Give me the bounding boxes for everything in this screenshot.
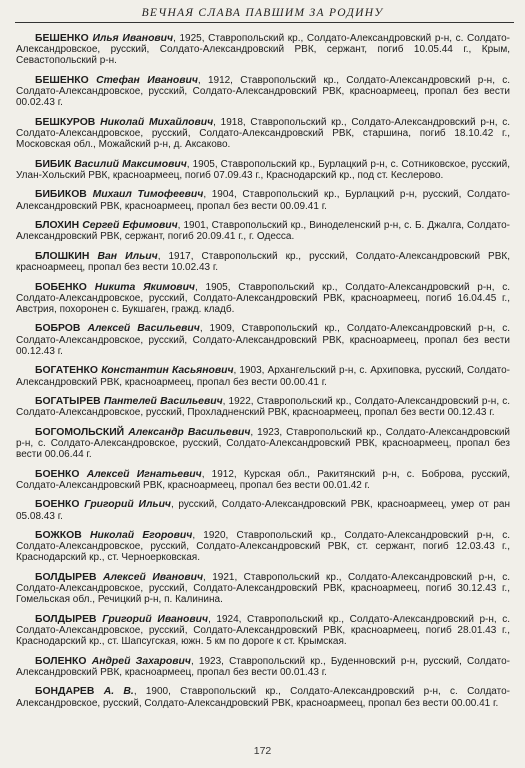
entry-surname: БЕШЕНКО [35,33,89,44]
list-item [16,614,510,648]
entry-surname: БОЖКОВ [35,530,82,542]
entry-surname: БОБРОВ [35,323,81,335]
list-item [16,75,510,109]
entry-surname: БИБИК [35,158,72,170]
entry-details: , 1920, Ставропольский кр., Солдато-Александровский р-н, с. Солдато-Александровское, русский, Солдато-Александровский РВК, ст. сержант, погиб 12.03.43 г., Краснодарский кр., ст. Черноерковская. [16,530,511,564]
entry-given-name: Григорий Иванович [102,613,209,625]
entry-surname: БОГОМОЛЬСКИЙ [35,426,125,438]
entry-given-name: Константин Касьянович [101,365,234,377]
entry-name [35,251,158,262]
entry-given-name: Николай Егорович [90,530,193,542]
list-item [16,251,510,273]
entry-given-name: Андрей Захарович [91,655,191,667]
entry-name [35,159,187,170]
entry-given-name: Александр Васильевич [128,426,251,438]
list-item [16,189,510,211]
entry-details: , 1912, Ставропольский кр., Солдато-Александровский р-н, с. Солдато-Александровское, русский, Солдато-Александровский РВК, красноармеец, пропал без вести 00.02.43 г. [16,74,511,109]
entry-name [35,365,234,376]
entry-given-name: Василий Максимович [74,158,187,170]
list-item [16,656,510,678]
entry-given-name: Никита Якимович [94,281,195,293]
entry-name [35,189,203,200]
header-rule [15,22,514,23]
entry-name [35,686,134,697]
entry-details: , 1900, Ставропольский кр., Солдато-Александровский р-н, с. Солдато-Александровское, русский, Солдато-Александровский РВК, красноармеец, пропал без вести 00.00.41 г. [16,686,511,709]
entry-surname: БОЕНКО [35,499,80,511]
list-item [16,365,510,387]
entry-details: , 1918, Ставропольский кр., Солдато-Александровский р-н, с. Солдато-Александровское, русский, Солдато-Александровский РВК, старшина, погиб 18.10.42 г., Московская обл., Можайский р-н, д. Аксаково. [16,116,511,151]
entry-surname: БИБИКОВ [35,189,87,201]
list-item [16,530,510,564]
entry-surname: БОБЕНКО [35,281,87,293]
entry-details: , 1901, Ставропольский кр., Виноделенский р-н, с. Б. Джалга, Солдато-Александровский РВК, сержант, погиб 20.09.41 г., г. Одесса. [16,220,510,243]
entry-list [16,33,510,717]
entry-surname: БЛОХИН [35,220,80,232]
entry-details: , 1924, Ставропольский кр., Солдато-Александровский р-н, с. Солдато-Александровское, русский, Солдато-Александровский РВК, красноармеец, погиб 28.01.43 г., Краснодарский кр., ст. Шапсугская, южн. 5 км по дороге к ст. Крымская. [16,613,510,648]
entry-name [35,75,198,86]
entry-name [35,396,223,407]
entry-given-name: А. В. [103,686,134,698]
list-item [16,469,510,491]
list-item [16,499,510,521]
entry-name [35,33,173,44]
entry-surname: БОЛДЫРЕВ [35,613,97,625]
entry-name [35,117,213,128]
entry-given-name: Пантелей Васильевич [103,396,223,408]
entry-name [35,427,250,438]
entry-details: , 1912, Курская обл., Ракитянский р-н, с. Боброва, русский, Солдато-Александровский РВК, красноармеец, пропал без вести 00.01.42 г. [16,468,510,491]
entry-details: , 1903, Архангельский р-н, с. Архиповка, русский, Солдато-Александровский РВК, красноармеец, пропал без вести 00.00.41 г. [16,365,510,388]
entry-details: , 1922, Ставропольский кр., Солдато-Александровский р-н, с. Солдато-Александровское, русский, Прохладненский РВК, красноармеец, пропал без вести 00.12.43 г. [16,396,510,419]
entry-details: , 1925, Ставропольский кр., Солдато-Александровский р-н, с. Солдато-Александровское, русский, Солдато-Александровский РВК, сержант, погиб 10.05.44 г., Крым, Севастопольский р-н. [16,33,510,67]
entry-name [35,469,202,480]
entry-surname: БОЛЕНКО [35,655,87,667]
list-item [16,572,510,606]
entry-name [35,499,171,510]
running-header: ВЕЧНАЯ СЛАВА ПАВШИМ ЗА РОДИНУ [141,7,384,19]
entry-details: , 1905, Ставропольский кр., Солдато-Александровский р-н, с. Солдато-Александровское, русский, Солдато-Александровский РВК, красноармеец, погиб 16.04.45 г., Австрия, похоронен с. Букшаген, гражд. кладб. [16,281,510,315]
entry-surname: БОГАТЫРЕВ [35,396,101,408]
entry-given-name: Алексей Игнатьевич [86,468,202,480]
entry-given-name: Николай Михайлович [100,116,214,128]
entry-name [35,572,203,583]
list-item [16,117,510,151]
entry-details: , 1923, Ставропольский кр., Солдато-Александровский р-н, с. Солдато-Александровское, русский, Солдато-Александровский РВК, красноармеец, пропал без вести 00.06.44 г. [16,426,510,461]
entry-surname: БОНДАРЕВ [35,686,95,698]
entry-name [35,656,191,667]
entry-name [35,614,208,625]
list-item [16,159,510,181]
entry-given-name: Алексей Иванович [103,571,204,583]
entry-details: , 1909, Ставропольский кр., Солдато-Александровский р-н, с. Солдато-Александровское, русский, Солдато-Александровский РВК, красноармеец, пропал без вести 00.12.43 г. [16,323,511,357]
entry-surname: БОГАТЕНКО [35,365,98,377]
entry-given-name: Ван Ильич [97,250,158,262]
entry-surname: БЕШКУРОВ [35,116,96,128]
list-item [16,323,510,357]
entry-given-name: Григорий Ильич [84,499,171,511]
list-item [16,282,510,316]
list-item [16,427,510,461]
list-item [16,686,510,708]
entry-surname: БЕШЕНКО [35,74,89,86]
entry-name [35,323,200,334]
entry-given-name: Михаил Тимофеевич [92,189,204,201]
entry-given-name: Стефан Иванович [96,74,198,86]
page-number: 172 [253,745,272,757]
entry-details: , 1904, Ставропольский кр., Бурлацкий р-н, русский, Солдато-Александровский РВК, красноармеец, пропал без вести 00.09.41 г. [16,189,510,212]
entry-given-name: Илья Иванович [92,33,174,44]
entry-details: , 1905, Ставропольский кр., Бурлацкий р-н, с. Сотниковское, русский, Улан-Хольский РВК, красноармеец, погиб 07.09.43 г., Краснодарский кр., под ст. Кеслерово. [16,158,511,181]
entry-details: , 1917, Ставропольский кр., русский, Солдато-Александровский РВК, красноармеец, пропал без вести 10.02.43 г. [16,250,511,274]
entry-given-name: Алексей Васильевич [87,323,200,335]
entry-surname: БОЛДЫРЕВ [35,571,97,583]
list-item [16,220,510,242]
entry-details: , 1921, Ставропольский кр., Солдато-Александровский р-н, с. Солдато-Александровское, русский, Солдато-Александровский РВК, красноармеец, погиб 30.12.43 г., Гомельская обл., Речицкий р-н, п. Калинина. [16,571,510,606]
list-item [16,396,510,418]
entry-name [35,530,192,541]
entry-given-name: Сергей Ефимович [82,220,178,232]
entry-details: , 1923, Ставропольский кр., Буденновский р-н, русский, Солдато-Александровский РВК, красноармеец, пропал без вести 00.01.43 г. [16,655,510,678]
entry-details: , русский, Солдато-Александровский РВК, красноармеец, умер от ран 05.08.43 г. [16,499,510,522]
entry-name [35,220,178,231]
entry-surname: БЛОШКИН [35,250,90,262]
list-item [16,33,510,67]
entry-surname: БОЕНКО [35,468,80,480]
entry-name [35,282,195,293]
